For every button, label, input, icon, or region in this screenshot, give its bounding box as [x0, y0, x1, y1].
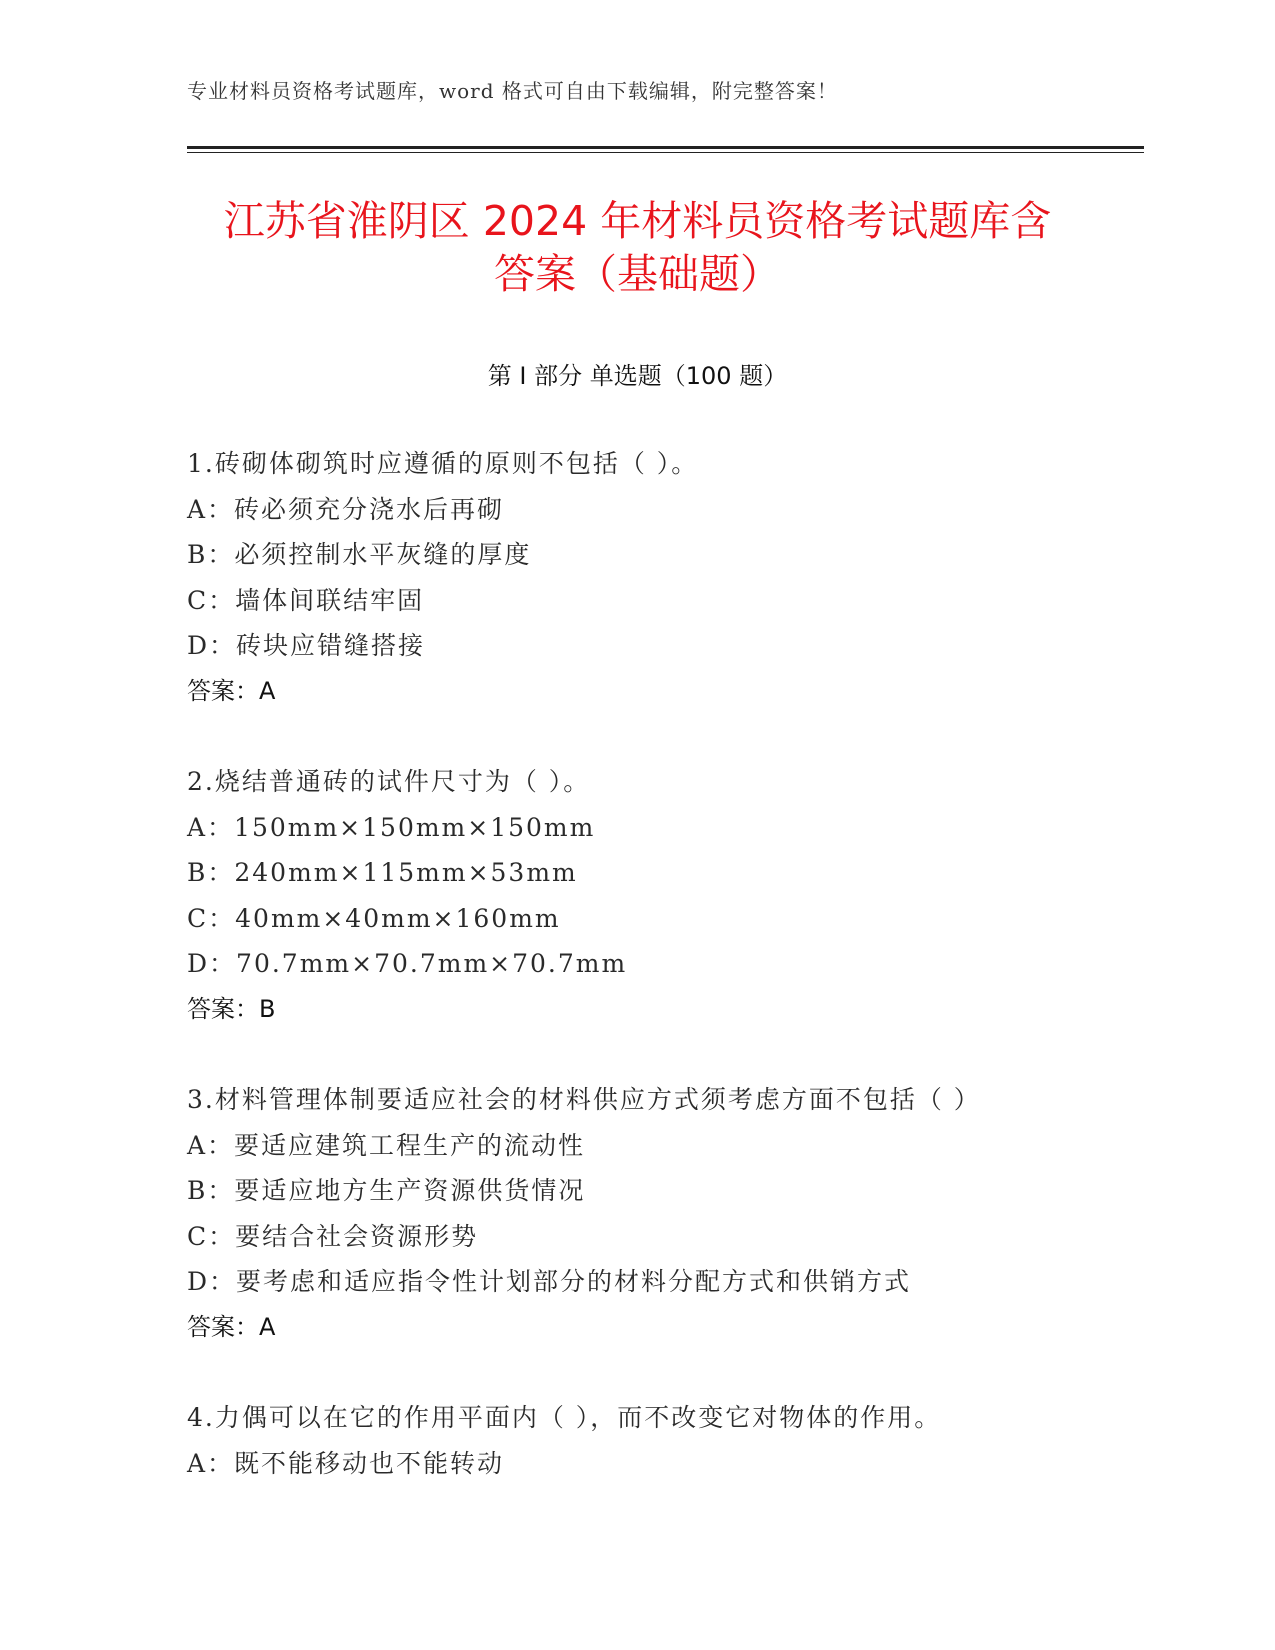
option-c: C：40mm×40mm×160mm — [187, 903, 561, 933]
question-2 — [187, 759, 1147, 1032]
question-text: 3.材料管理体制要适应社会的材料供应方式须考虑方面不包括（ ） — [187, 1085, 981, 1114]
option-c: C：要结合社会资源形势 — [187, 1221, 479, 1251]
answer-line: 答案：B — [187, 994, 276, 1023]
answer-line: 答案：A — [187, 1312, 276, 1341]
option-b: B：必须控制水平灰缝的厚度 — [187, 540, 532, 569]
option-b: B：240mm×115mm×53mm — [187, 858, 578, 887]
option-c: C：墙体间联结牢固 — [187, 585, 425, 615]
option-b: B：要适应地方生产资源供货情况 — [187, 1176, 586, 1205]
title-line-1: 江苏省淮阴区 2024 年材料员资格考试题库含 — [223, 197, 1052, 245]
question-text: 4.力偶可以在它的作用平面内（ ），而不改变它对物体的作用。 — [187, 1403, 942, 1432]
question-4 — [187, 1395, 1147, 1486]
option-d: D：要考虑和适应指令性计划部分的材料分配方式和供销方式 — [187, 1267, 912, 1296]
answer-line: 答案：A — [187, 676, 276, 705]
question-text: 1.砖砌体砌筑时应遵循的原则不包括（ ）。 — [187, 449, 699, 478]
option-d: D：70.7mm×70.7mm×70.7mm — [187, 949, 628, 978]
question-1 — [187, 441, 1147, 714]
question-3 — [187, 1077, 1147, 1350]
title-line-2: 答案（基础题） — [494, 250, 781, 298]
question-text: 2.烧结普通砖的试件尺寸为（ ）。 — [187, 767, 591, 796]
header-note: 专业材料员资格考试题库，word 格式可自由下载编辑，附完整答案！ — [187, 79, 838, 103]
header-rule-thin — [187, 152, 1144, 153]
option-a: A：既不能移动也不能转动 — [187, 1448, 505, 1478]
document-title — [150, 195, 1125, 301]
question-list — [187, 441, 1147, 1531]
option-a: A：砖必须充分浇水后再砌 — [187, 494, 505, 524]
option-a: A：要适应建筑工程生产的流动性 — [187, 1130, 586, 1160]
option-a: A：150mm×150mm×150mm — [187, 812, 596, 842]
option-d: D：砖块应错缝搭接 — [187, 631, 426, 660]
header-rule-thick — [187, 146, 1144, 149]
section-heading: 第 I 部分 单选题（100 题） — [487, 362, 788, 390]
